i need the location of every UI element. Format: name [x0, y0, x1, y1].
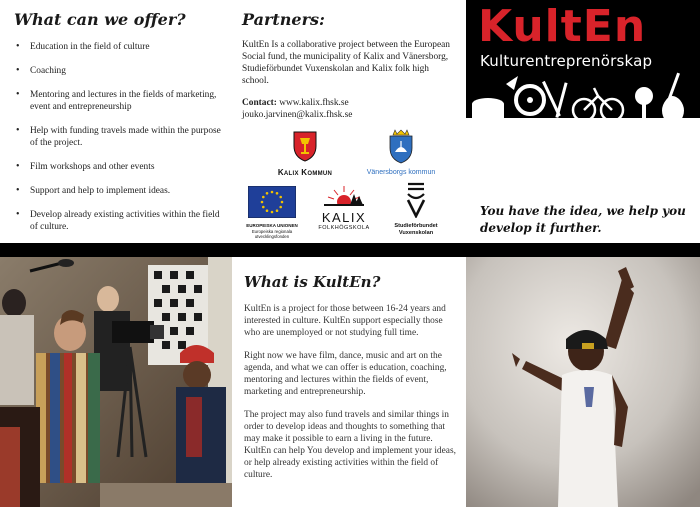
folkhogskola-name: KALIX [321, 210, 367, 225]
vanersborg-crest-icon [387, 128, 415, 164]
partners-heading: Partners: [242, 10, 325, 29]
offer-heading: What can we offer? [14, 10, 186, 29]
studieforbundet-logo [384, 182, 448, 237]
offer-item: • Help with funding travels made within the purpose of the project. [14, 125, 222, 149]
sv-emblem-icon [405, 182, 427, 218]
partners-description: KultEn Is a collaborative project between the European Social fund, the municipality of Kalix and Vänersborg, Studieförbundet Vuxenskolan and Kalix folk high school. [242, 40, 450, 86]
what-is-kulten-section [232, 257, 466, 507]
fold-divider [0, 243, 700, 257]
what-paragraph: Right now we have film, dance, music and art on the agenda, and what we can offer is education, coaching, mentoring and lectures within the fields of event, marketing and entrepreneurship. [244, 351, 447, 397]
what-paragraph: The project may also fund travels and similar things in order to develop ideas and thoughts to something that may make it possible to earn a living in the future. KultEn can help You develop and implement your ideas, or help already existing activities within the field of culture. [244, 410, 456, 480]
eu-caption-3: utvecklingsfonden [254, 234, 290, 239]
vanersborg-logo [360, 128, 442, 176]
kalix-kommun-logo [264, 130, 346, 177]
sv-caption-1: Studieförbundet [394, 223, 438, 229]
kulten-banner [466, 0, 700, 128]
folkhogskola-sub: FOLKHÖGSKOLA [318, 225, 370, 231]
sunrise-trees-icon [324, 184, 364, 206]
offer-item: • Support and help to implement ideas. [14, 185, 222, 197]
contact-block [242, 97, 458, 121]
contact-website[interactable]: www.kalix.fhsk.se [279, 98, 349, 108]
kulten-logo-text: KultEn [478, 1, 647, 52]
film-workshop-photo [0, 257, 232, 507]
vanersborg-name: Vänersborgs kommun [366, 169, 436, 176]
contact-label: Contact: [242, 98, 277, 108]
kulten-subtitle: Kulturentreprenörskap [480, 52, 653, 70]
dancer-photo [466, 257, 700, 507]
what-heading: What is KultEn? [244, 273, 381, 291]
eu-flag-icon [248, 186, 296, 218]
contact-email[interactable]: jouko.jarvinen@kalix.fhsk.se [242, 110, 353, 120]
eu-logo [240, 186, 304, 239]
tagline: You have the idea, we help you develop it further. [480, 204, 686, 235]
top-panel [0, 0, 700, 243]
film-workshop-illustration [0, 257, 232, 507]
bottom-panel [0, 257, 700, 507]
kalix-folkhogskola-logo [314, 184, 374, 231]
offer-item: • Mentoring and lectures in the fields of marketing, event and entrepreneurship [14, 89, 222, 113]
offer-list [14, 41, 222, 233]
offer-item: • Education in the field of culture [14, 41, 222, 53]
kalix-shield-icon [292, 130, 318, 162]
what-paragraph: KultEn is a project for those between 16-24 years and interested in culture. KultEn support especially those who are unemployed or not studying full time. [244, 304, 446, 338]
brand-section [466, 0, 700, 243]
partner-logos [232, 128, 466, 240]
offer-item: • Film workshops and other events [14, 161, 222, 173]
eu-caption-1: EUROPEISKA UNIONEN [246, 223, 298, 228]
offer-section [0, 0, 232, 243]
offer-item: • Develop already existing activities within the field of culture. [14, 209, 222, 233]
eu-caption-2: Europeiska regionala [251, 229, 293, 234]
kalix-kommun-name: Kalix Kommun [277, 168, 333, 177]
sv-caption-2: Vuxenskolan [398, 230, 434, 236]
dancer-illustration [466, 257, 700, 507]
offer-item: • Coaching [14, 65, 222, 77]
partners-section [232, 0, 466, 243]
